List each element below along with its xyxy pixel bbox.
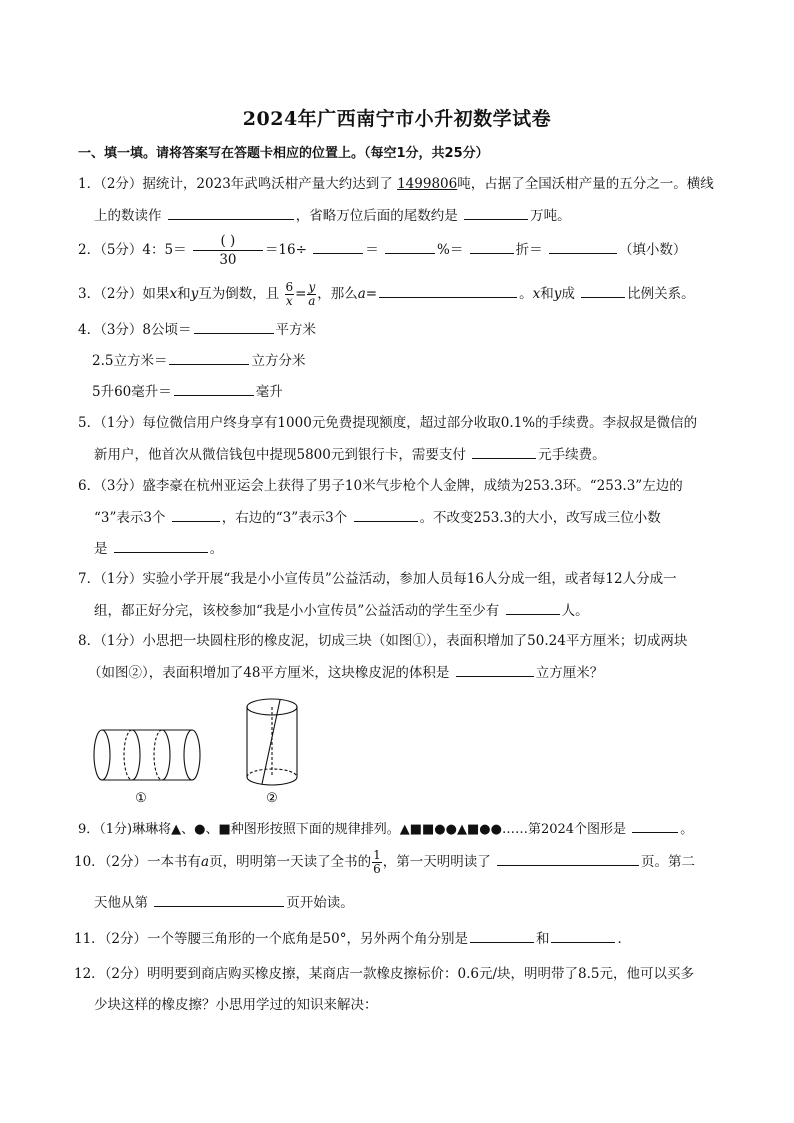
q4-line-2 bbox=[92, 350, 305, 371]
q2-blank-divisor[interactable] bbox=[313, 239, 363, 254]
q12-text-a: （2分）明明要到商店购买橡皮擦，某商店一款橡皮擦标价：0.6元/块，明明带了8.5元，他可以买多 bbox=[104, 966, 695, 982]
q10-number: 10． bbox=[74, 854, 105, 870]
q9-text-b: 。 bbox=[680, 822, 694, 837]
q4-number: 4． bbox=[78, 322, 101, 338]
exam-title: 2024年广西南宁市小升初数学试卷 bbox=[242, 108, 552, 130]
q6-text-d: 。不改变253.3的大小，改写成三位小数 bbox=[419, 510, 661, 526]
q1-text-c: 上的数读作 bbox=[94, 208, 162, 224]
q6-text-f: 。 bbox=[209, 541, 224, 557]
q4-blank-3[interactable] bbox=[174, 381, 254, 396]
q11-blank-angle-1[interactable] bbox=[470, 928, 534, 943]
q2-line bbox=[78, 232, 686, 269]
q3-var-y: y bbox=[190, 286, 199, 302]
q12-line-2 bbox=[94, 995, 378, 1015]
q4-line-3 bbox=[92, 381, 283, 402]
q3-var-a: a bbox=[357, 286, 366, 302]
q10-fraction-top: 1 bbox=[373, 848, 381, 862]
q10-line-2 bbox=[94, 892, 354, 913]
q3-text-and: 和 bbox=[177, 286, 191, 302]
q3-text-e: 。 bbox=[519, 286, 533, 302]
q5-text-c: 元手续费。 bbox=[538, 447, 606, 463]
q5-line-1 bbox=[78, 413, 697, 433]
q2-text-c: ＝ bbox=[365, 242, 379, 258]
q8-text-c: 立方厘米？ bbox=[535, 665, 604, 681]
q12-text-b: 少块这样的橡皮擦？小思用学过的知识来解决： bbox=[94, 997, 378, 1013]
q8-text-a: （1分）小思把一块圆柱形的橡皮泥，切成三块（如图①），表面积增加了50.24平方厘米；切成两块 bbox=[100, 633, 688, 649]
q4-line-1 bbox=[78, 319, 316, 340]
q6-line-3 bbox=[94, 538, 223, 559]
q5-line-2 bbox=[94, 444, 606, 465]
q10-blank-start-page[interactable] bbox=[154, 892, 284, 907]
q3-text-b: 互为倒数，且 bbox=[198, 286, 280, 302]
q2-fraction-bottom: 30 bbox=[219, 252, 237, 268]
q2-text-e: 折＝ bbox=[515, 242, 543, 258]
q10-text-d: 页。第二 bbox=[641, 854, 696, 870]
q2-text-a: （5分）4：5＝ bbox=[100, 242, 187, 258]
q9-number: 9． bbox=[78, 822, 100, 837]
q3-equals: = bbox=[295, 286, 307, 302]
q2-blank-decimal[interactable] bbox=[549, 239, 617, 254]
q10-text-e: 天他从第 bbox=[94, 895, 148, 911]
q1-text-b: 吨，占据了全国沃柑产量的五分之一。横线 bbox=[457, 176, 714, 192]
q10-text-f: 页开始读。 bbox=[286, 895, 354, 911]
q1-blank-approx[interactable] bbox=[464, 205, 528, 220]
q3-var-x2: x bbox=[532, 286, 541, 302]
q3-f2-bottom: a bbox=[308, 294, 316, 308]
q1-line-2 bbox=[94, 205, 571, 226]
q7-blank-students[interactable] bbox=[506, 600, 560, 615]
q4-text-1b: 平方米 bbox=[275, 322, 317, 338]
q6-line-2 bbox=[94, 507, 661, 528]
q3-fraction-1 bbox=[285, 281, 295, 308]
q11-line bbox=[74, 928, 631, 949]
q9-text-a: （1分)琳琳将▲、●、■种图形按照下面的规律排列。▲■■●●▲■●●……第2024个图形是 bbox=[99, 822, 627, 837]
q11-text-a: （2分）一个等腰三角形的一个底角是50°，另外两个角分别是 bbox=[104, 931, 468, 947]
q2-text-d: %＝ bbox=[437, 242, 464, 258]
q4-text-1a: （3分）8公顷＝ bbox=[100, 322, 192, 338]
q11-text-b: 和 bbox=[535, 931, 550, 947]
q6-text-a: （3分）盛李豪在杭州亚运会上获得了男子10米气步枪个人金牌，成绩为253.3环。“253.3”左边的 bbox=[100, 478, 683, 494]
q3-line bbox=[78, 280, 695, 308]
q8-blank-volume[interactable] bbox=[456, 662, 534, 677]
q3-text-c: ，那么 bbox=[317, 286, 358, 302]
q4-text-3b: 毫升 bbox=[255, 384, 283, 400]
q11-blank-angle-2[interactable] bbox=[551, 928, 615, 943]
q6-text-e: 是 bbox=[94, 541, 108, 557]
q10-text-a: （2分）一本书有 bbox=[104, 854, 202, 870]
q3-number: 3． bbox=[78, 286, 101, 302]
section-heading: 一、填一填。请将答案写在答题卡相应的位置上。（每空1分，共25分） bbox=[78, 146, 489, 161]
q12-line-1 bbox=[74, 964, 694, 984]
q2-fraction bbox=[193, 232, 263, 269]
q2-blank-discount[interactable] bbox=[470, 239, 514, 254]
q12-number: 12． bbox=[74, 966, 105, 982]
q8-line-1 bbox=[78, 631, 687, 651]
q9-line bbox=[78, 818, 693, 840]
q9-blank-shape[interactable] bbox=[632, 818, 678, 833]
q3-text-and2: 和 bbox=[540, 286, 554, 302]
q4-blank-2[interactable] bbox=[169, 350, 249, 365]
q1-text-d: ，省略万位后面的尾数约是 bbox=[295, 208, 458, 224]
q4-blank-1[interactable] bbox=[194, 319, 274, 334]
cylinder-vertical bbox=[247, 699, 297, 785]
q2-text-f: （填小数） bbox=[618, 242, 687, 258]
q3-f1-bottom: x bbox=[285, 294, 293, 308]
q3-text-f: 成 bbox=[561, 286, 575, 302]
q10-fraction-bottom: 6 bbox=[373, 862, 381, 876]
q3-text-d: = bbox=[365, 286, 378, 302]
q8-number: 8． bbox=[78, 633, 101, 649]
q8-line-2 bbox=[88, 662, 603, 683]
q7-text-c: 人。 bbox=[561, 603, 589, 619]
cylinder-figures bbox=[90, 695, 320, 810]
q10-fraction bbox=[372, 849, 382, 876]
q3-var-y2: y bbox=[553, 286, 562, 302]
q3-fraction-2 bbox=[307, 281, 316, 308]
q11-text-c: ． bbox=[617, 931, 631, 947]
q7-text-b: 组，都正好分完，该校参加“我是小小宣传员”公益活动的学生至少有 bbox=[94, 603, 500, 619]
q4-text-2a: 2.5立方米＝ bbox=[92, 353, 168, 369]
q5-blank-fee[interactable] bbox=[472, 444, 536, 459]
q1-underlined-number: 1499806 bbox=[397, 176, 458, 192]
q3-blank-a[interactable] bbox=[379, 283, 517, 298]
q10-blank-pages[interactable] bbox=[497, 851, 639, 866]
q6-number: 6． bbox=[78, 478, 101, 494]
q6-text-b: “3”表示3个 bbox=[94, 510, 166, 526]
q7-line-2 bbox=[94, 600, 589, 621]
q1-text-a: （2分）据统计，2023年武鸣沃柑产量大约达到了 bbox=[100, 176, 393, 192]
q3-text-a: （2分）如果 bbox=[100, 286, 170, 302]
q10-text-b: 页，明明第一天读了全书的 bbox=[209, 854, 372, 870]
fig2-label: ② bbox=[266, 791, 278, 806]
q3-f2-top: y bbox=[308, 280, 316, 294]
q7-line-1 bbox=[78, 569, 677, 589]
q3-text-g: 比例关系。 bbox=[627, 286, 695, 302]
q6-blank-left[interactable] bbox=[172, 507, 220, 522]
q7-text-a: （1分）实验小学开展“我是小小宣传员”公益活动，参加人员每16人分成一组，或者每12人分成一 bbox=[100, 571, 677, 587]
q6-blank-decimal[interactable] bbox=[114, 538, 208, 553]
q3-var-x: x bbox=[169, 286, 178, 302]
q4-text-2b: 立方分米 bbox=[251, 353, 306, 369]
q2-fraction-top[interactable]: ( ) bbox=[193, 232, 263, 251]
q6-text-c: ，右边的“3”表示3个 bbox=[221, 510, 348, 526]
cylinder-horizontal bbox=[94, 730, 200, 780]
q10-var-a: a bbox=[201, 854, 210, 870]
q8-text-b: （如图②），表面积增加了48平方厘米，这块橡皮泥的体积是 bbox=[88, 665, 450, 681]
q3-f1-top: 6 bbox=[285, 280, 294, 294]
q1-blank-read[interactable] bbox=[168, 205, 294, 220]
q2-blank-percent[interactable] bbox=[385, 239, 435, 254]
q1-number: 1． bbox=[78, 176, 101, 192]
q5-number: 5． bbox=[78, 415, 101, 431]
q5-text-a: （1分）每位微信用户终身享有1000元免费提现额度，超过部分收取0.1%的手续费。李叔叔是微信的 bbox=[100, 415, 698, 431]
fig1-label: ① bbox=[135, 791, 147, 806]
q6-line-1 bbox=[78, 476, 683, 496]
q10-line-1 bbox=[74, 848, 695, 876]
q10-text-c: ，第一天明明读了 bbox=[382, 854, 491, 870]
q4-text-3a: 5升60毫升＝ bbox=[92, 384, 172, 400]
q2-number: 2． bbox=[78, 242, 101, 258]
q6-blank-right[interactable] bbox=[354, 507, 418, 522]
q2-text-b: ＝16÷ bbox=[264, 242, 307, 258]
q3-blank-proportion[interactable] bbox=[581, 283, 625, 298]
q5-text-b: 新用户，他首次从微信钱包中提现5800元到银行卡，需要支付 bbox=[94, 447, 466, 463]
q1-text-e: 万吨。 bbox=[530, 208, 571, 224]
q7-number: 7． bbox=[78, 571, 101, 587]
q1-line-1 bbox=[78, 174, 714, 194]
q11-number: 11． bbox=[74, 931, 105, 947]
